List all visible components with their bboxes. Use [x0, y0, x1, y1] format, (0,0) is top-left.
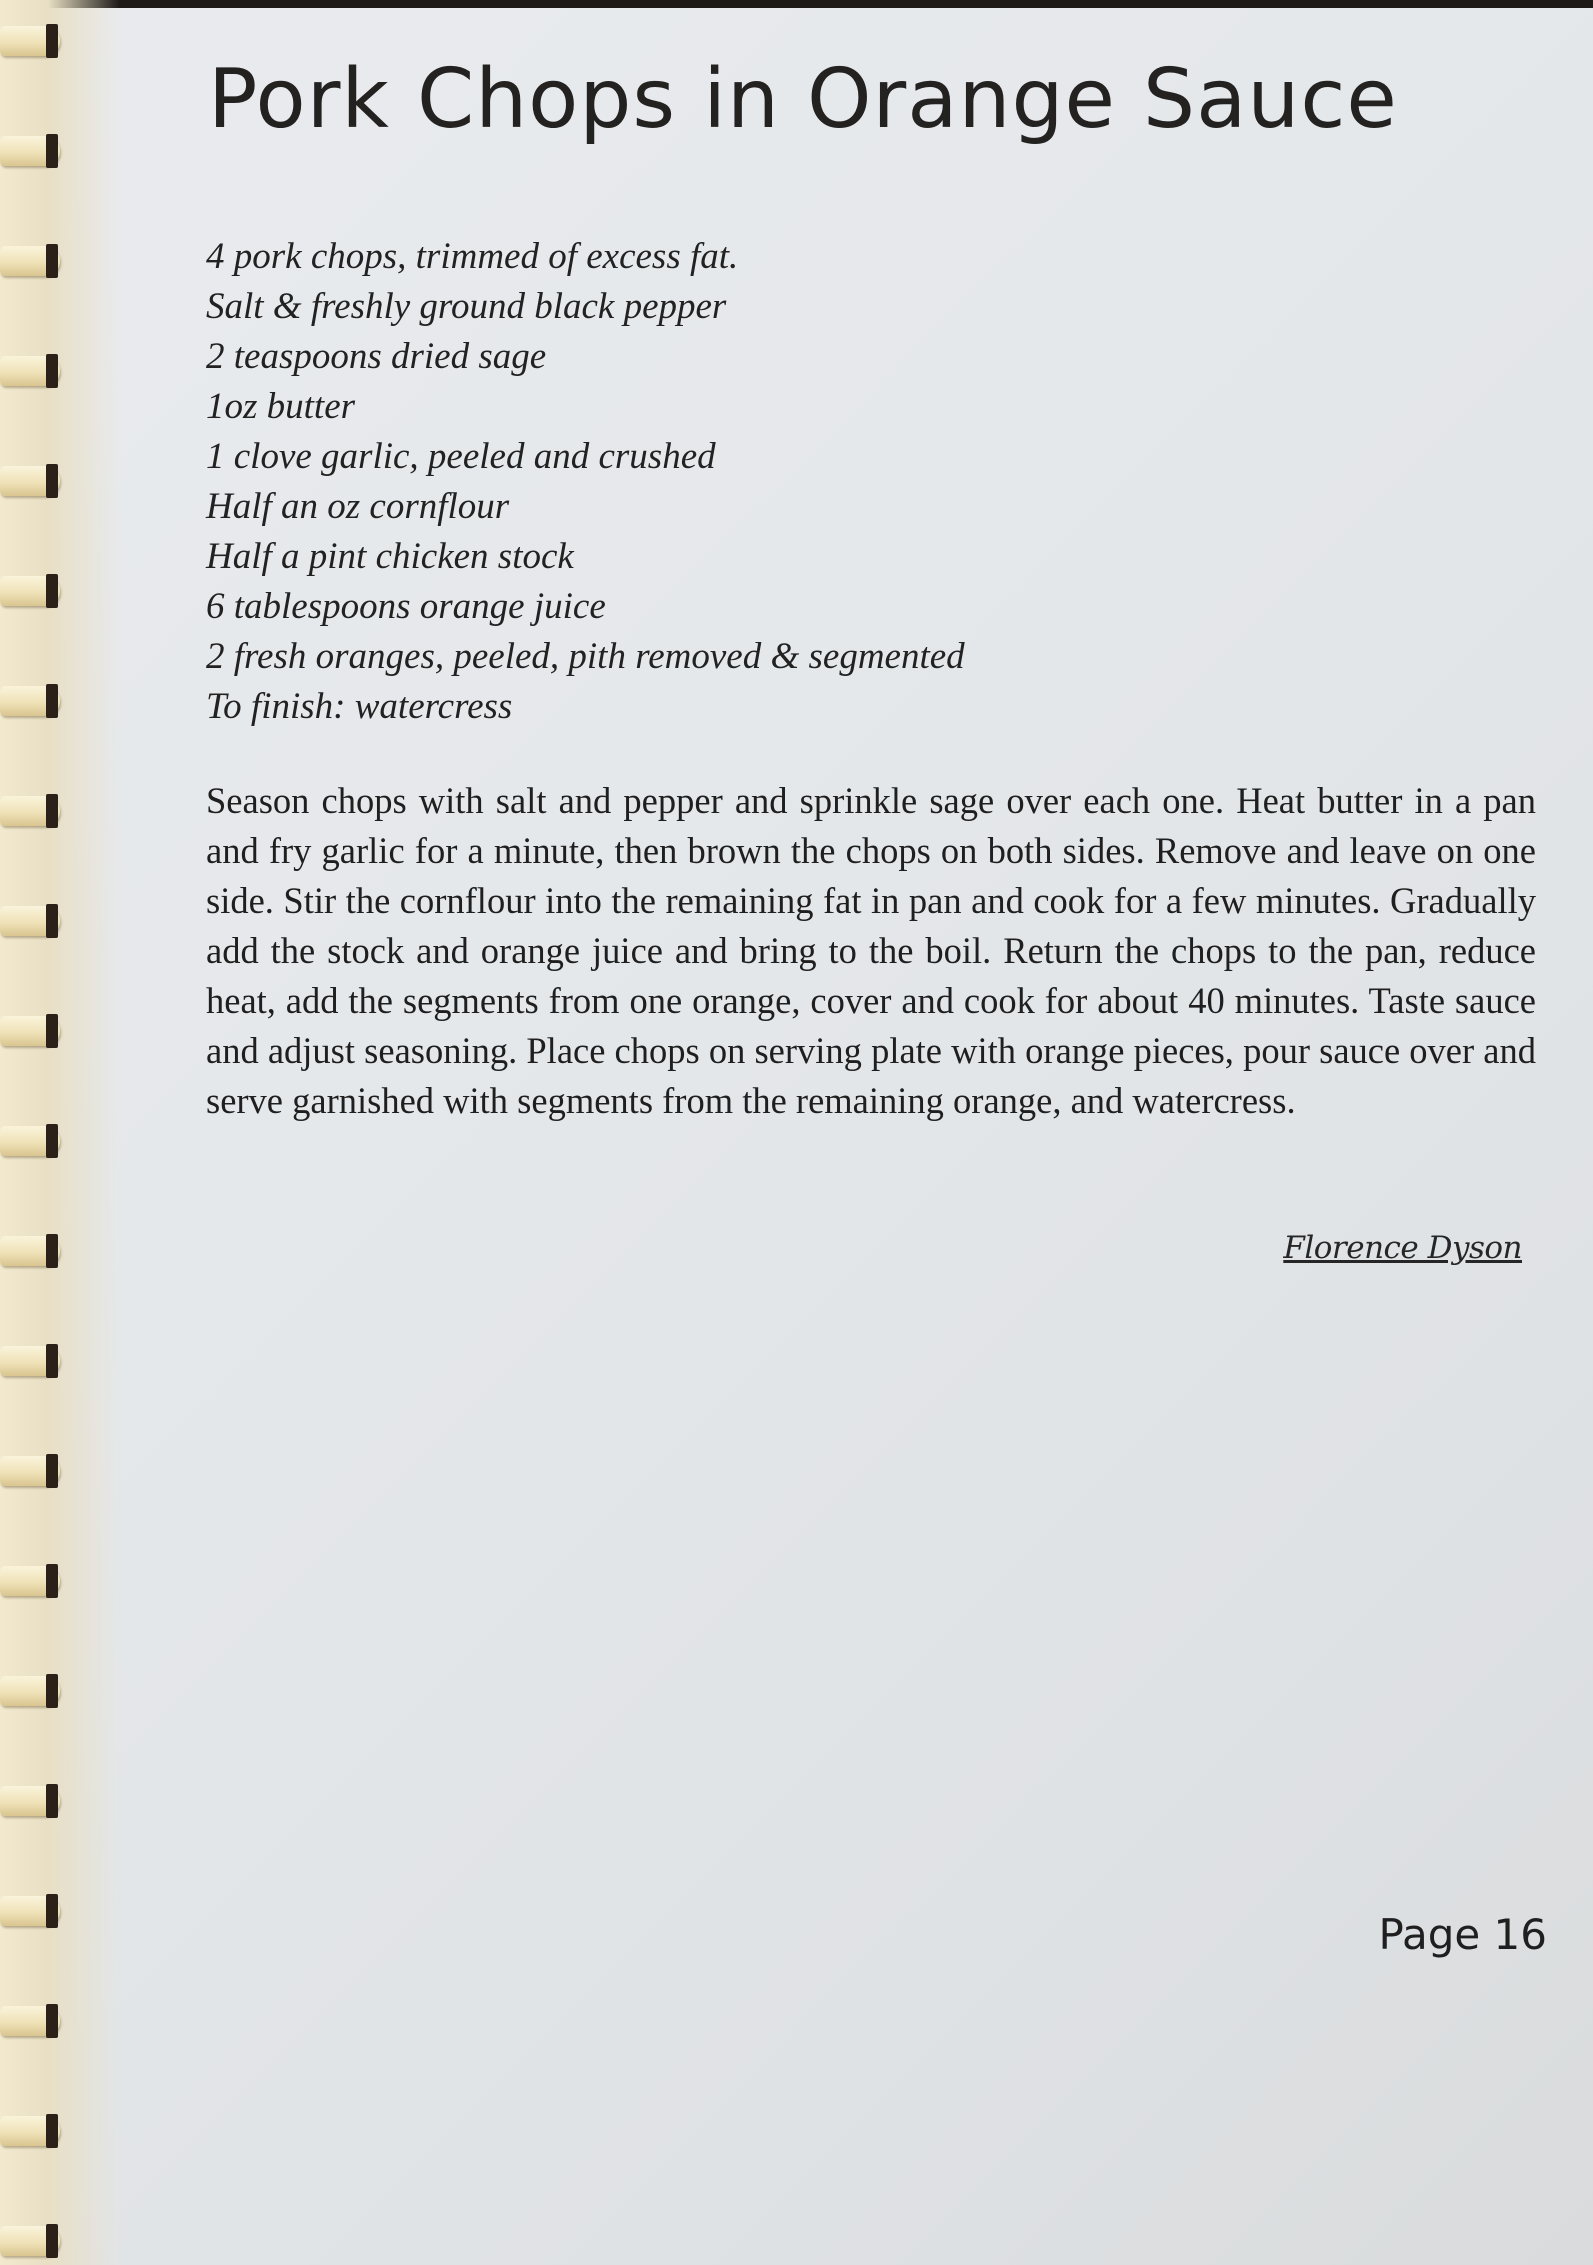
binding-coil — [0, 460, 74, 502]
punch-hole — [46, 1234, 58, 1268]
binding-coil — [0, 1120, 74, 1162]
binding-coil — [0, 680, 74, 722]
binding-coil — [0, 1450, 74, 1492]
punch-hole — [46, 574, 58, 608]
punch-hole — [46, 1344, 58, 1378]
punch-hole — [46, 684, 58, 718]
punch-hole — [46, 354, 58, 388]
binding-coil — [0, 1890, 74, 1932]
ingredient-item: 2 teaspoons dried sage — [206, 336, 547, 377]
binding-coil — [0, 2110, 74, 2152]
ingredient-item: 1oz butter — [206, 386, 356, 427]
ingredient-item: 2 fresh oranges, peeled, pith removed & segmented — [206, 636, 965, 677]
binding-coil — [0, 240, 74, 282]
punch-hole — [46, 1784, 58, 1818]
ingredient-item: To finish: watercress — [206, 686, 513, 727]
binding-coil — [0, 1670, 74, 1712]
binding-coil — [0, 570, 74, 612]
punch-hole — [46, 24, 58, 58]
punch-hole — [46, 2224, 58, 2258]
binding-coil — [0, 1340, 74, 1382]
punch-hole — [46, 1674, 58, 1708]
ingredient-item: 6 tablespoons orange juice — [206, 586, 606, 627]
punch-hole — [46, 1894, 58, 1928]
punch-hole — [46, 1124, 58, 1158]
ingredient-item: Half a pint chicken stock — [206, 536, 574, 577]
ingredient-list — [206, 232, 965, 732]
ingredient-item: Salt & freshly ground black pepper — [206, 286, 727, 327]
binding-coil — [0, 130, 74, 172]
binding-coil — [0, 2220, 74, 2262]
binding-coil — [0, 900, 74, 942]
binding-coil — [0, 1780, 74, 1822]
binding-coil — [0, 1560, 74, 1602]
page-number: Page 16 — [1378, 1910, 1547, 1959]
punch-hole — [46, 1564, 58, 1598]
recipe-title: Pork Chops in Orange Sauce — [208, 52, 1398, 147]
punch-hole — [46, 134, 58, 168]
binding-coil — [0, 1010, 74, 1052]
punch-hole — [46, 2114, 58, 2148]
binding-coil — [0, 790, 74, 832]
ingredient-item: 1 clove garlic, peeled and crushed — [206, 436, 716, 477]
punch-hole — [46, 1454, 58, 1488]
binding-coil — [0, 1230, 74, 1272]
binding-coil — [0, 2000, 74, 2042]
ingredient-item: 4 pork chops, trimmed of excess fat. — [206, 236, 739, 277]
page-top-edge — [0, 0, 1593, 8]
author-signature: Florence Dyson — [1283, 1230, 1522, 1266]
ingredient-item: Half an oz cornflour — [206, 486, 510, 527]
punch-hole — [46, 464, 58, 498]
punch-hole — [46, 244, 58, 278]
punch-hole — [46, 2004, 58, 2038]
binding-coil — [0, 20, 74, 62]
spiral-binding — [0, 0, 120, 2265]
punch-hole — [46, 1014, 58, 1048]
punch-hole — [46, 794, 58, 828]
binding-coil — [0, 350, 74, 392]
punch-hole — [46, 904, 58, 938]
method-paragraph: Season chops with salt and pepper and sprinkle sage over each one. Heat butter in a pan and fry garlic for a minute, then brown the chops on both sides. Remove and leave on one side. Stir the cornflour into the remaining fat in pan and cook for a few minutes. Gradually add the stock and orange juice and bring to the boil. Return the chops to the pan, reduce heat, add the segments from one orange, cover and cook for about 40 minutes. Taste sauce and adjust seasoning. Place chops on serving plate with orange pieces, pour sauce over and serve garnished with segments from the remaining orange, and watercress. — [206, 780, 1536, 1121]
